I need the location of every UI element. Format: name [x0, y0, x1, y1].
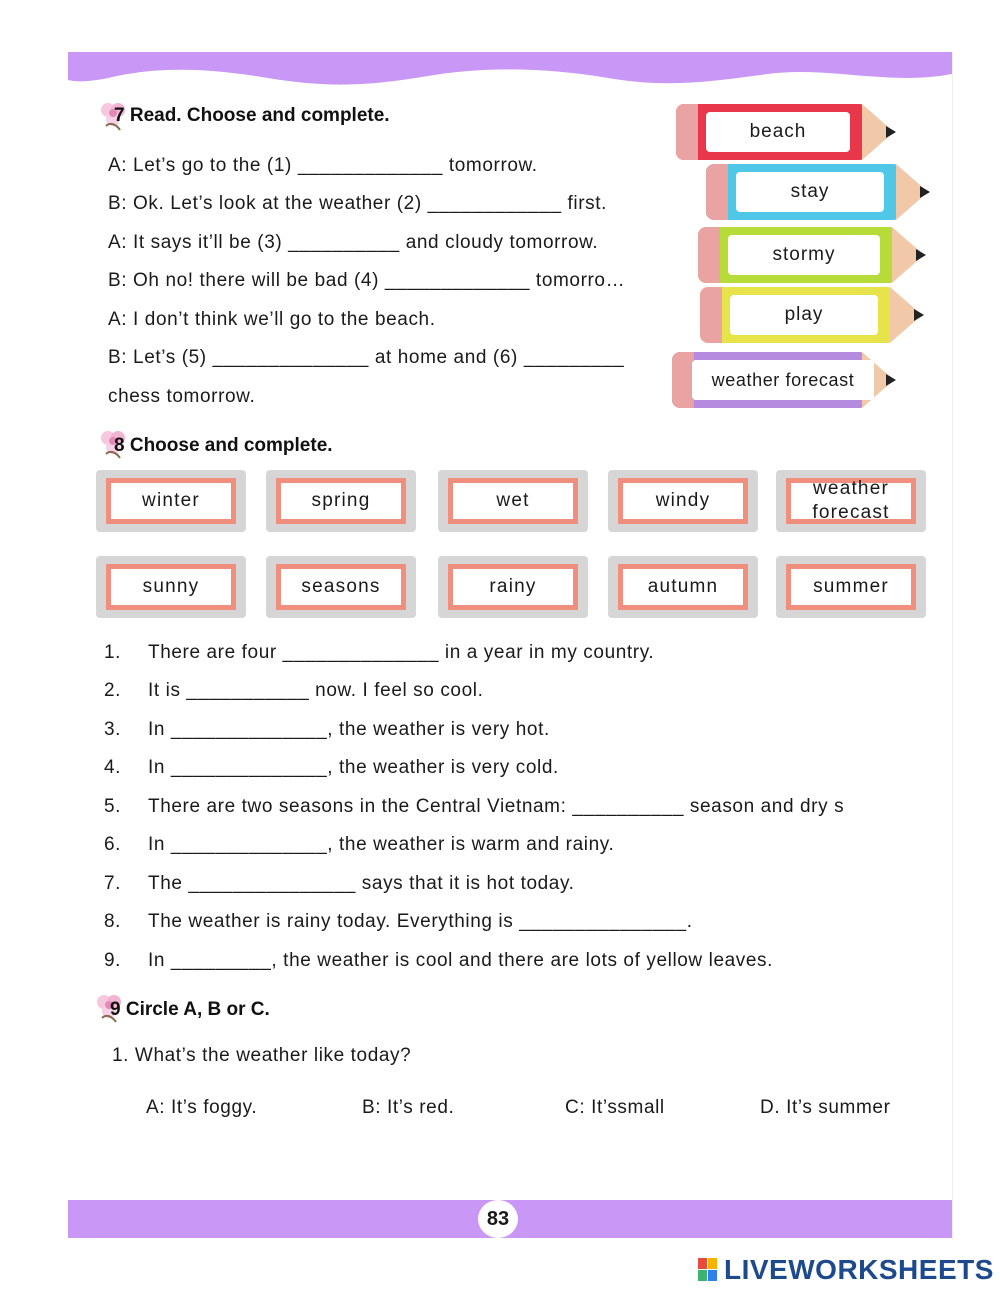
- item-number: 1.: [104, 642, 122, 663]
- item-sentence: It is ___________ now. I feel so cool.: [148, 680, 484, 701]
- option-a[interactable]: A: It’s foggy.: [146, 1097, 258, 1118]
- section-7-heading: 7 Read. Choose and complete.: [114, 105, 390, 126]
- item-sentence: In ______________, the weather is very hot.: [148, 719, 550, 740]
- word-pencil-play: [700, 287, 922, 343]
- item-number: 8.: [104, 911, 122, 932]
- dialogue-line: B: Let’s (5) ______________ at home and (6) _________: [108, 347, 625, 368]
- word-pencil-stormy: [698, 227, 924, 283]
- word-box-label: wet: [448, 478, 578, 524]
- item-number: 9.: [104, 950, 122, 971]
- word-box-label: windy: [618, 478, 748, 524]
- dialogue-line: A: It says it’ll be (3) __________ and cloudy tomorrow.: [108, 232, 599, 253]
- word-box: [608, 470, 758, 532]
- dialogue-line: A: Let’s go to the (1) _____________ tomorrow.: [108, 155, 538, 176]
- item-sentence: In ______________, the weather is very cold.: [148, 757, 559, 778]
- item-sentence: The weather is rainy today. Everything is _______________.: [148, 911, 693, 932]
- dialogue-line: A: I don’t think we’ll go to the beach.: [108, 309, 436, 330]
- word-box: [438, 470, 588, 532]
- pencil-label: play: [730, 295, 878, 335]
- item-number: 3.: [104, 719, 122, 740]
- option-c[interactable]: C: It’ssmall: [565, 1097, 665, 1118]
- word-box-label: summer: [786, 564, 916, 610]
- item-number: 7.: [104, 873, 122, 894]
- section-9-heading: 9 Circle A, B or C.: [110, 999, 270, 1020]
- item-sentence: In ______________, the weather is warm and rainy.: [148, 834, 615, 855]
- top-wave-banner: [68, 52, 952, 96]
- item-number: 5.: [104, 796, 122, 817]
- word-box: [96, 470, 246, 532]
- word-box: [608, 556, 758, 618]
- word-pencil-stay: [706, 164, 928, 220]
- word-box-label: rainy: [448, 564, 578, 610]
- question-1: 1. What’s the weather like today?: [112, 1045, 412, 1066]
- pencil-label: weather forecast: [692, 360, 874, 400]
- item-sentence: The _______________ says that it is hot today.: [148, 873, 575, 894]
- word-box-label: weather forecast: [786, 478, 916, 524]
- word-box-label: sunny: [106, 564, 236, 610]
- word-pencil-beach: [676, 104, 894, 160]
- option-b[interactable]: B: It’s red.: [362, 1097, 455, 1118]
- word-box: [776, 470, 926, 532]
- word-pencil-weather-forecast: [672, 352, 894, 408]
- item-sentence: There are two seasons in the Central Vietnam: __________ season and dry s: [148, 796, 845, 817]
- word-box-label: spring: [276, 478, 406, 524]
- section-8-heading: 8 Choose and complete.: [114, 435, 333, 456]
- word-box-label: seasons: [276, 564, 406, 610]
- item-number: 4.: [104, 757, 122, 778]
- word-box: [776, 556, 926, 618]
- item-number: 6.: [104, 834, 122, 855]
- word-box-label: autumn: [618, 564, 748, 610]
- dialogue-line: chess tomorrow.: [108, 386, 256, 407]
- word-box: [266, 470, 416, 532]
- dialogue-line: B: Oh no! there will be bad (4) _____________ tomorro…: [108, 270, 626, 291]
- pencil-label: stormy: [728, 235, 880, 275]
- option-d[interactable]: D. It’s summer: [760, 1097, 891, 1118]
- liveworksheets-logo-icon: [698, 1258, 718, 1282]
- word-box: [266, 556, 416, 618]
- item-sentence: There are four ______________ in a year in my country.: [148, 642, 655, 663]
- item-sentence: In _________, the weather is cool and there are lots of yellow leaves.: [148, 950, 774, 971]
- dialogue-line: B: Ok. Let’s look at the weather (2) ____________ first.: [108, 193, 608, 214]
- liveworksheets-logo[interactable]: LIVEWORKSHEETS: [724, 1254, 994, 1285]
- word-box: [96, 556, 246, 618]
- word-box: [438, 556, 588, 618]
- word-box-label: winter: [106, 478, 236, 524]
- page-number: 83: [478, 1200, 518, 1238]
- item-number: 2.: [104, 680, 122, 701]
- pencil-label: stay: [736, 172, 884, 212]
- pencil-label: beach: [706, 112, 850, 152]
